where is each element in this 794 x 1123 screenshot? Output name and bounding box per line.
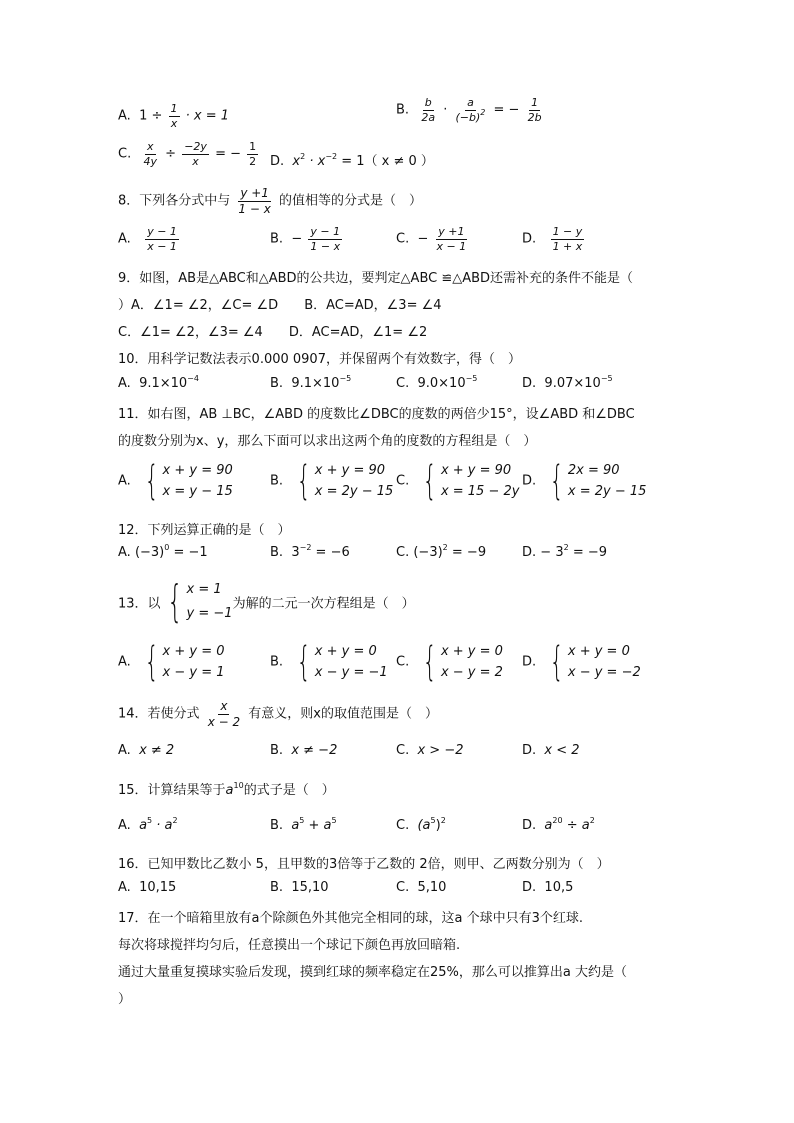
q15-option-b: B. $a^5 + a^5$	[270, 816, 337, 833]
q11-line-2: 的度数分别为x、y，那么下面可以求出这两个角的度数的方程组是（ ）	[118, 434, 537, 449]
q11-option-d: D. { 2x = 90 x = 2y − 15	[522, 458, 647, 504]
q17-line-1: 17．在一个暗箱里放有a个除颜色外其他完全相同的球，这a 个球中只有3个红球.	[118, 911, 584, 926]
q8-option-c: C. − $\frac{y +1}{x - 1}$	[396, 225, 467, 253]
q16-option-a: A. 10,15	[118, 880, 177, 895]
q15-stem: 15．计算结果等于$a^{10}$的式子是（ ）	[118, 781, 335, 798]
q9-line-1: 9．如图，AB是△ABC和△ABD的公共边，要判定△ABC ≌△ABD还需补充的条件不能是（	[118, 271, 634, 286]
q14-stem: 14．若使分式 $\frac{x}{x - 2}$ 有意义，则x的取值范围是（ ）	[118, 699, 438, 729]
q14-option-a: A. x ≠ 2	[118, 743, 175, 758]
q10-option-b: B. $9.1\times 10^{-5}$	[270, 374, 352, 391]
q9-line-2: ）A．∠1= ∠2，∠C= ∠D B．AC=AD，∠3= ∠4	[118, 298, 442, 313]
q13-stem: 13．以 { x = 1 y = −1 为解的二元一次方程组是（ ）	[118, 576, 415, 627]
q10-stem: 10．用科学记数法表示0.000 0907，并保留两个有效数字，得（ ）	[118, 352, 521, 367]
q12-stem: 12．下列运算正确的是（ ）	[118, 523, 291, 538]
q17-line-4: ）	[118, 992, 132, 1007]
q16-stem: 16．已知甲数比乙数小 5，且甲数的3倍等于乙数的 2倍，则甲、乙两数分别为（ ）	[118, 857, 610, 872]
q7-option-a: A. 1 ÷ $\frac{1}{x}$ · x = 1	[118, 102, 230, 130]
q16-option-c: C. 5,10	[396, 880, 447, 895]
q14-option-b: B. x ≠ −2	[270, 743, 338, 758]
q13-option-c: C. { x + y = 0 x − y = 2	[396, 639, 503, 685]
q16-option-b: B. 15,10	[270, 880, 329, 895]
q8-stem: 8．下列各分式中与 $\frac{y +1}{1 - x}$ 的值相等的分式是（ ）	[118, 186, 422, 216]
q16-option-d: D. 10,5	[522, 880, 574, 895]
q11-option-c: C. { x + y = 90 x = 15 − 2y	[396, 458, 520, 504]
q15-option-c: C. $(a^5)^2$	[396, 816, 446, 833]
q15-option-a: A. $a^5 \cdot a^2$	[118, 816, 178, 833]
q13-option-d: D. { x + y = 0 x − y = −2	[522, 639, 641, 685]
q7-option-d: D. $x^2 \cdot x^{-2} = 1$（ x ≠ 0 ）	[270, 152, 434, 169]
q11-line-1: 11．如右图，AB ⊥BC，∠ABD 的度数比∠DBC的度数的两倍少15°，设∠ABD 和∠DBC	[118, 407, 635, 422]
q11-option-b: B. { x + y = 90 x = 2y − 15	[270, 458, 394, 504]
q7-option-b: B. $\frac{b}{2a}$ · $\frac{a}{(-b)^2}$ = − $\frac{1}{2b}$	[396, 96, 542, 124]
q12-option-b: B. $3^{-2} = -6$	[270, 543, 350, 560]
q14-option-d: D. x < 2	[522, 743, 580, 758]
q12-option-d: D. − $3^2 = -9$	[522, 543, 608, 560]
q10-option-a: A. $9.1\times 10^{-4}$	[118, 374, 199, 391]
q10-option-c: C. $9.0\times 10^{-5}$	[396, 374, 478, 391]
q11-option-a: A. { x + y = 90 x = y − 15	[118, 458, 233, 504]
q15-option-d: D. $a^{20} \div a^2$	[522, 816, 595, 833]
q13-option-a: A. { x + y = 0 x − y = 1	[118, 639, 225, 685]
q17-line-2: 每次将球搅拌均匀后，任意摸出一个球记下颜色再放回暗箱.	[118, 938, 461, 953]
q12-option-a: A. $(-3)^0 = -1$	[118, 543, 208, 560]
q8-option-d: D. $\frac{1 - y}{1 + x}$	[522, 225, 583, 253]
q8-option-b: B. − $\frac{y - 1}{1 - x}$	[270, 225, 341, 253]
q12-option-c: C. $(-3)^2 = -9$	[396, 543, 487, 560]
q7-option-c: C. $\frac{x}{4y}$ ÷ $\frac{-2y}{x}$ = − $\frac{1}{2}$	[118, 140, 257, 168]
q13-option-b: B. { x + y = 0 x − y = −1	[270, 639, 388, 685]
q8-option-a: A. $\frac{y - 1}{x - 1}$	[118, 225, 177, 253]
q17-line-3: 通过大量重复摸球实验后发现，摸到红球的频率稳定在25%，那么可以推算出a 大约是（	[118, 965, 627, 980]
q14-option-c: C. x > −2	[396, 743, 464, 758]
q10-option-d: D. $9.07\times 10^{-5}$	[522, 374, 613, 391]
q9-line-3: C．∠1= ∠2，∠3= ∠4 D．AC=AD，∠1= ∠2	[118, 325, 428, 340]
